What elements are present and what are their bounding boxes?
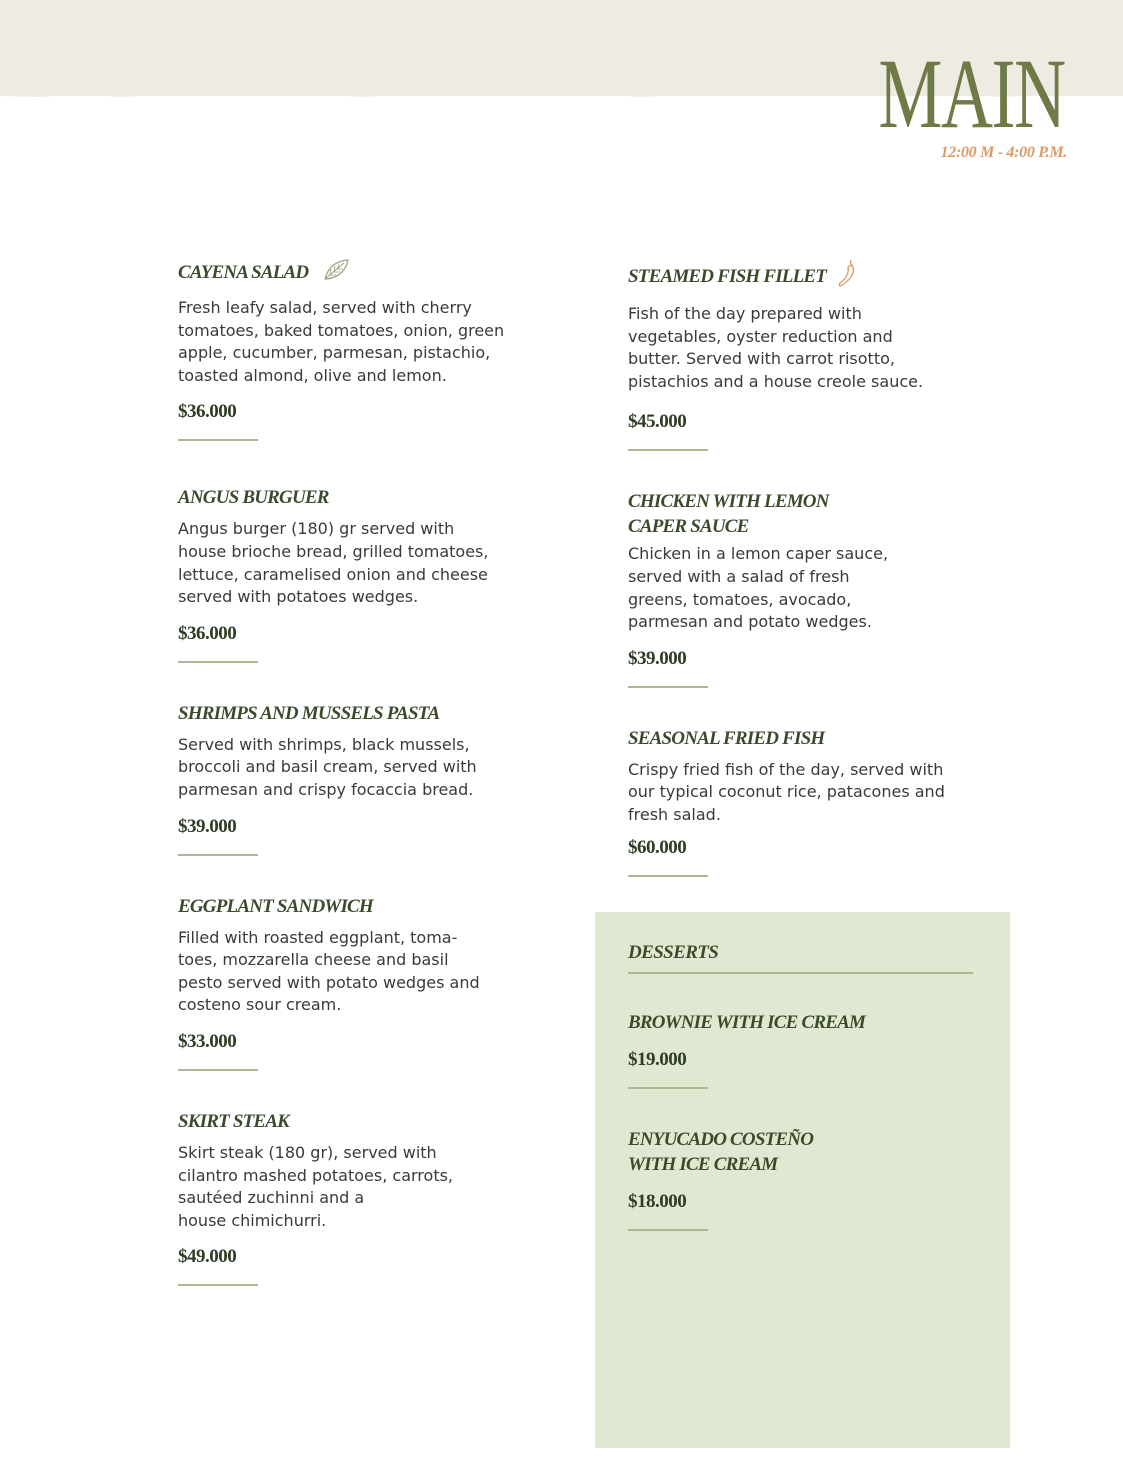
divider	[628, 1087, 708, 1089]
divider	[178, 439, 258, 441]
item-price: $49.000	[178, 1246, 237, 1268]
left-menu-column	[178, 258, 558, 1330]
dessert-item-brownie	[628, 1010, 973, 1089]
divider	[178, 854, 258, 856]
item-description: Fresh leafy salad, served with cherry tomatoes, baked tomatoes, onion, green apple, cucumber, parmesan, pistachio, toasted almond, olive and lemon.	[178, 298, 505, 385]
menu-item-chicken-lemon-caper	[628, 489, 998, 687]
menu-item-shrimps-mussels-pasta	[178, 701, 558, 856]
leaf-icon	[322, 258, 350, 289]
item-name: STEAMED FISH FILLET	[628, 258, 998, 295]
divider	[628, 686, 708, 688]
service-hours: 12:00 M - 4:00 P.M.	[940, 144, 1067, 161]
item-description: Served with shrimps, black mussels, broccoli and basil cream, served with parmesan and crispy focaccia bread.	[178, 734, 477, 799]
divider	[178, 1069, 258, 1071]
item-description: Fish of the day prepared with vegetables, oyster reduction and butter. Served with carrot risotto, pistachios and a house creole sauce.	[628, 304, 924, 391]
item-price: $39.000	[628, 647, 687, 669]
divider	[628, 1229, 708, 1231]
item-description: Crispy fried fish of the day, served with our typical coconut rice, patacones and fresh salad.	[628, 759, 945, 824]
divider	[178, 1284, 258, 1286]
item-price: $39.000	[178, 815, 237, 837]
item-price: $45.000	[628, 411, 687, 433]
menu-item-skirt-steak	[178, 1109, 558, 1286]
item-name: ANGUS BURGUER	[178, 487, 329, 509]
right-menu-column	[628, 258, 998, 921]
desserts-content	[628, 942, 973, 1231]
item-name: CHICKEN WITH LEMON CAPER SAUCE	[628, 491, 829, 538]
item-price: $36.000	[178, 401, 237, 423]
menu-item-steamed-fish-fillet	[628, 258, 998, 451]
item-description: Filled with roasted eggplant, toma- toes, mozzarella cheese and basil pesto served with potato wedges and costeno sour cream.	[178, 927, 480, 1015]
menu-item-cayena-salad	[178, 258, 558, 441]
menu-item-angus-burguer	[178, 485, 558, 662]
menu-title: MAIN	[878, 38, 1065, 149]
desserts-panel	[595, 912, 1010, 1448]
item-name: SEASONAL FRIED FISH	[628, 727, 825, 749]
item-price: $60.000	[628, 836, 687, 858]
item-name: EGGPLANT SANDWICH	[178, 895, 373, 917]
dessert-item-enyucado	[628, 1127, 973, 1231]
item-name: SHRIMPS AND MUSSELS PASTA	[178, 702, 440, 724]
dessert-name: ENYUCADO COSTEÑO WITH ICE CREAM	[628, 1129, 814, 1175]
menu-item-seasonal-fried-fish	[628, 726, 998, 877]
dessert-name: BROWNIE WITH ICE CREAM	[628, 1012, 866, 1033]
desserts-heading: DESSERTS	[628, 942, 973, 974]
item-price: $33.000	[178, 1030, 237, 1052]
dessert-price: $18.000	[628, 1191, 687, 1212]
chili-pepper-icon	[836, 258, 858, 295]
item-description: Angus burger (180) gr served with house brioche bread, grilled tomatoes, lettuce, caramelised onion and cheese served with potatoes wedges.	[178, 519, 489, 607]
menu-item-eggplant-sandwich	[178, 894, 558, 1071]
item-description: Skirt steak (180 gr), served with cilantro mashed potatoes, carrots, sautéed zuchinni and a house chimichurri.	[178, 1142, 454, 1230]
item-price: $36.000	[178, 622, 237, 644]
item-name: CAYENA SALAD	[178, 258, 558, 289]
divider	[628, 449, 708, 451]
item-name: SKIRT STEAK	[178, 1110, 290, 1132]
divider	[178, 661, 258, 663]
divider	[628, 875, 708, 877]
item-description: Chicken in a lemon caper sauce, served with a salad of fresh greens, tomatoes, avocado, parmesan and potato wedges.	[628, 544, 889, 632]
dessert-price: $19.000	[628, 1049, 687, 1070]
